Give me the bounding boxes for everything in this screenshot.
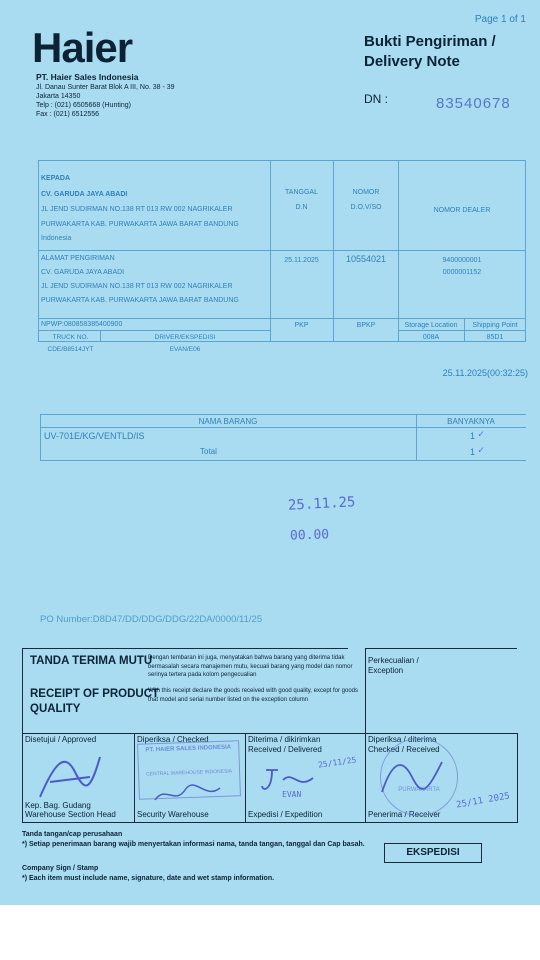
note-en: *) Each item must include name, signature, date and wet stamp information. <box>22 875 275 882</box>
dn-label: DN : <box>364 92 388 106</box>
receipt-title-en-2: QUALITY <box>30 703 81 715</box>
address-line: Telp : (021) 6505668 (Hunting) <box>36 102 131 109</box>
driver-value: EVAN/E06 <box>169 346 201 353</box>
npwp: NPWP:080858385400900 <box>41 321 123 328</box>
consignee-address-1: JL JEND SUDIRMAN NO.138 RT 013 RW 002 NAGRIKALER <box>41 206 233 213</box>
handwritten-time: 00.00 <box>289 527 330 544</box>
print-timestamp: 25.11.2025(00:32:25) <box>442 368 528 378</box>
truck-value: CDE/B8514JYT <box>47 346 94 353</box>
nomor-label-1: NOMOR <box>352 189 380 196</box>
item-name: UV-701E/KG/VENTLD/IS <box>44 431 145 441</box>
dn-number: 83540678 <box>436 95 511 112</box>
handwritten-date: 25.11.25 <box>287 494 356 514</box>
title-line-1: Bukti Pengiriman / <box>364 33 496 50</box>
total-qty: 1 <box>470 447 476 457</box>
dealer-values <box>398 256 526 277</box>
dealer-value-1: 9400000001 <box>442 257 482 264</box>
warehouse-head-label-2: Warehouse Section Head <box>25 810 116 819</box>
tanggal-label-1: TANGGAL <box>285 189 318 196</box>
checked-signature <box>150 780 230 810</box>
note-id: *) Setiap penerimaan barang wajib menyertakan informasi nama, tanda tangan, tanggal dan Cap basah. <box>22 841 365 848</box>
shipping-point-value: 85D1 <box>486 334 504 341</box>
item-name-header: NAMA BARANG <box>198 417 258 426</box>
receiver-label: Penerima / Receiver <box>368 810 441 819</box>
item-qty-header: BANYAKNYA <box>447 417 495 426</box>
tanggal-label <box>270 188 333 212</box>
exception-label-2: Exception <box>368 666 404 675</box>
warehouse-head-label-1: Kep. Bag. Gudang <box>25 801 91 810</box>
bpkp-label: BPKP <box>356 322 376 329</box>
delivered-label-1: Diterima / dikirimkan <box>248 735 321 744</box>
checked-label: Diperiksa / Checked <box>137 735 209 744</box>
warehouse-head-label <box>25 801 116 819</box>
tanggal-value: 25.11.2025 <box>284 257 319 264</box>
shipping-address-label: ALAMAT PENGIRIMAN <box>41 255 115 262</box>
truck-label: TRUCK NO. <box>52 334 89 341</box>
consignee-country: Indonesia <box>41 235 72 242</box>
dealer-value-2: 0000001152 <box>442 269 482 276</box>
expedition-label: Expedisi / Expedition <box>248 810 323 819</box>
delivered-label-2: Received / Delivered <box>248 745 322 754</box>
nomor-value: 10554021 <box>345 254 387 264</box>
address-line: Jl. Danau Sunter Barat Blok A III, No. 38 - 39 <box>36 84 175 91</box>
stamp-text: CENTRAL WAREHOUSE INDONESIA <box>146 768 233 778</box>
stamp-text: PURWAKARTA <box>398 787 440 793</box>
receiver-signature <box>372 752 452 802</box>
exception-label <box>368 656 419 676</box>
approved-signature <box>30 742 120 802</box>
total-label: Total <box>200 447 217 456</box>
company-name: PT. Haier Sales Indonesia <box>36 72 139 82</box>
title-line-2: Delivery Note <box>364 53 460 70</box>
received-label-1: Diperiksa / diterima <box>368 735 437 744</box>
receipt-text-id: Dengan tembaran ini juga, menyatakan bahwa barang yang diterima tidak bermasalah secara manajemen mutu, kecuali barang yang model dan nomor serinya tertera pada kolom pengecualian <box>148 655 353 678</box>
po-number: PO Number:D8D47/DD/DDG/DDG/22DA/0000/11/25 <box>40 614 263 625</box>
address-line: Jakarta 14350 <box>36 93 81 100</box>
consignee-name: CV. GARUDA JAYA ABADI <box>41 191 128 198</box>
exception-label-1: Perkecualian / <box>368 656 419 665</box>
receiver-date: 25/11 2025 <box>455 791 511 811</box>
driver-label: DRIVER/EKSPEDISI <box>154 334 216 341</box>
stamp-text: PT. HAIER SALES INDONESIA <box>145 744 232 754</box>
check-mark-icon: ✓ <box>478 445 485 456</box>
ekspedisi-label: EKSPEDISI <box>384 843 482 863</box>
consignee-address-2: PURWAKARTA KAB. PURWAKARTA JAWA BARAT BANDUNG <box>41 221 239 228</box>
address-line: Fax : (021) 6512556 <box>36 111 100 118</box>
kepada-label: KEPADA <box>41 175 71 182</box>
shipping-address-1: JL JEND SUDIRMAN NO.138 RT 013 RW 002 NAGRIKALER <box>41 283 233 290</box>
pkp-label: PKP <box>294 322 309 329</box>
dealer-label: NOMOR DEALER <box>433 207 491 214</box>
shipping-address-2: PURWAKARTA KAB. PURWAKARTA JAWA BARAT BANDUNG <box>41 297 239 304</box>
item-qty: 1 <box>470 431 476 441</box>
receipt-title-en <box>30 687 159 717</box>
shipping-point-label: Shipping Point <box>472 322 518 329</box>
check-mark-icon: ✓ <box>478 429 485 440</box>
nomor-label-2: D.O.V/SO <box>350 204 382 211</box>
receipt-text-en: With this receipt declare the goods received with good quality, except for goods that model and serial number listed on the exception column <box>148 688 359 703</box>
approved-label: Disetujui / Approved <box>25 735 97 744</box>
note-title-id: Tanda tangan/cap perusahaan <box>22 831 123 838</box>
storage-location-value: 008A <box>422 334 440 341</box>
document-title <box>364 32 496 72</box>
company-address <box>36 83 175 119</box>
receipt-title-id: TANDA TERIMA MUTU <box>30 655 153 667</box>
page-number: Page 1 of 1 <box>474 14 526 25</box>
storage-location-label: Storage Location <box>404 322 458 329</box>
note-title-en: Company Sign / Stamp <box>22 865 99 872</box>
haier-logo: Haier <box>32 24 133 71</box>
received-label-2: Checked / Received <box>368 745 440 754</box>
shipping-name: CV. GARUDA JAYA ABADI <box>41 269 125 276</box>
delivered-date: 25/11/25 <box>317 755 357 770</box>
security-warehouse-label: Security Warehouse <box>137 810 209 819</box>
receipt-title-en-1: RECEIPT OF PRODUCT <box>30 688 160 700</box>
delivered-label <box>248 735 322 755</box>
nomor-label <box>334 188 398 212</box>
tanggal-label-2: D.N <box>295 204 308 211</box>
driver-signature-name: EVAN <box>282 790 302 799</box>
